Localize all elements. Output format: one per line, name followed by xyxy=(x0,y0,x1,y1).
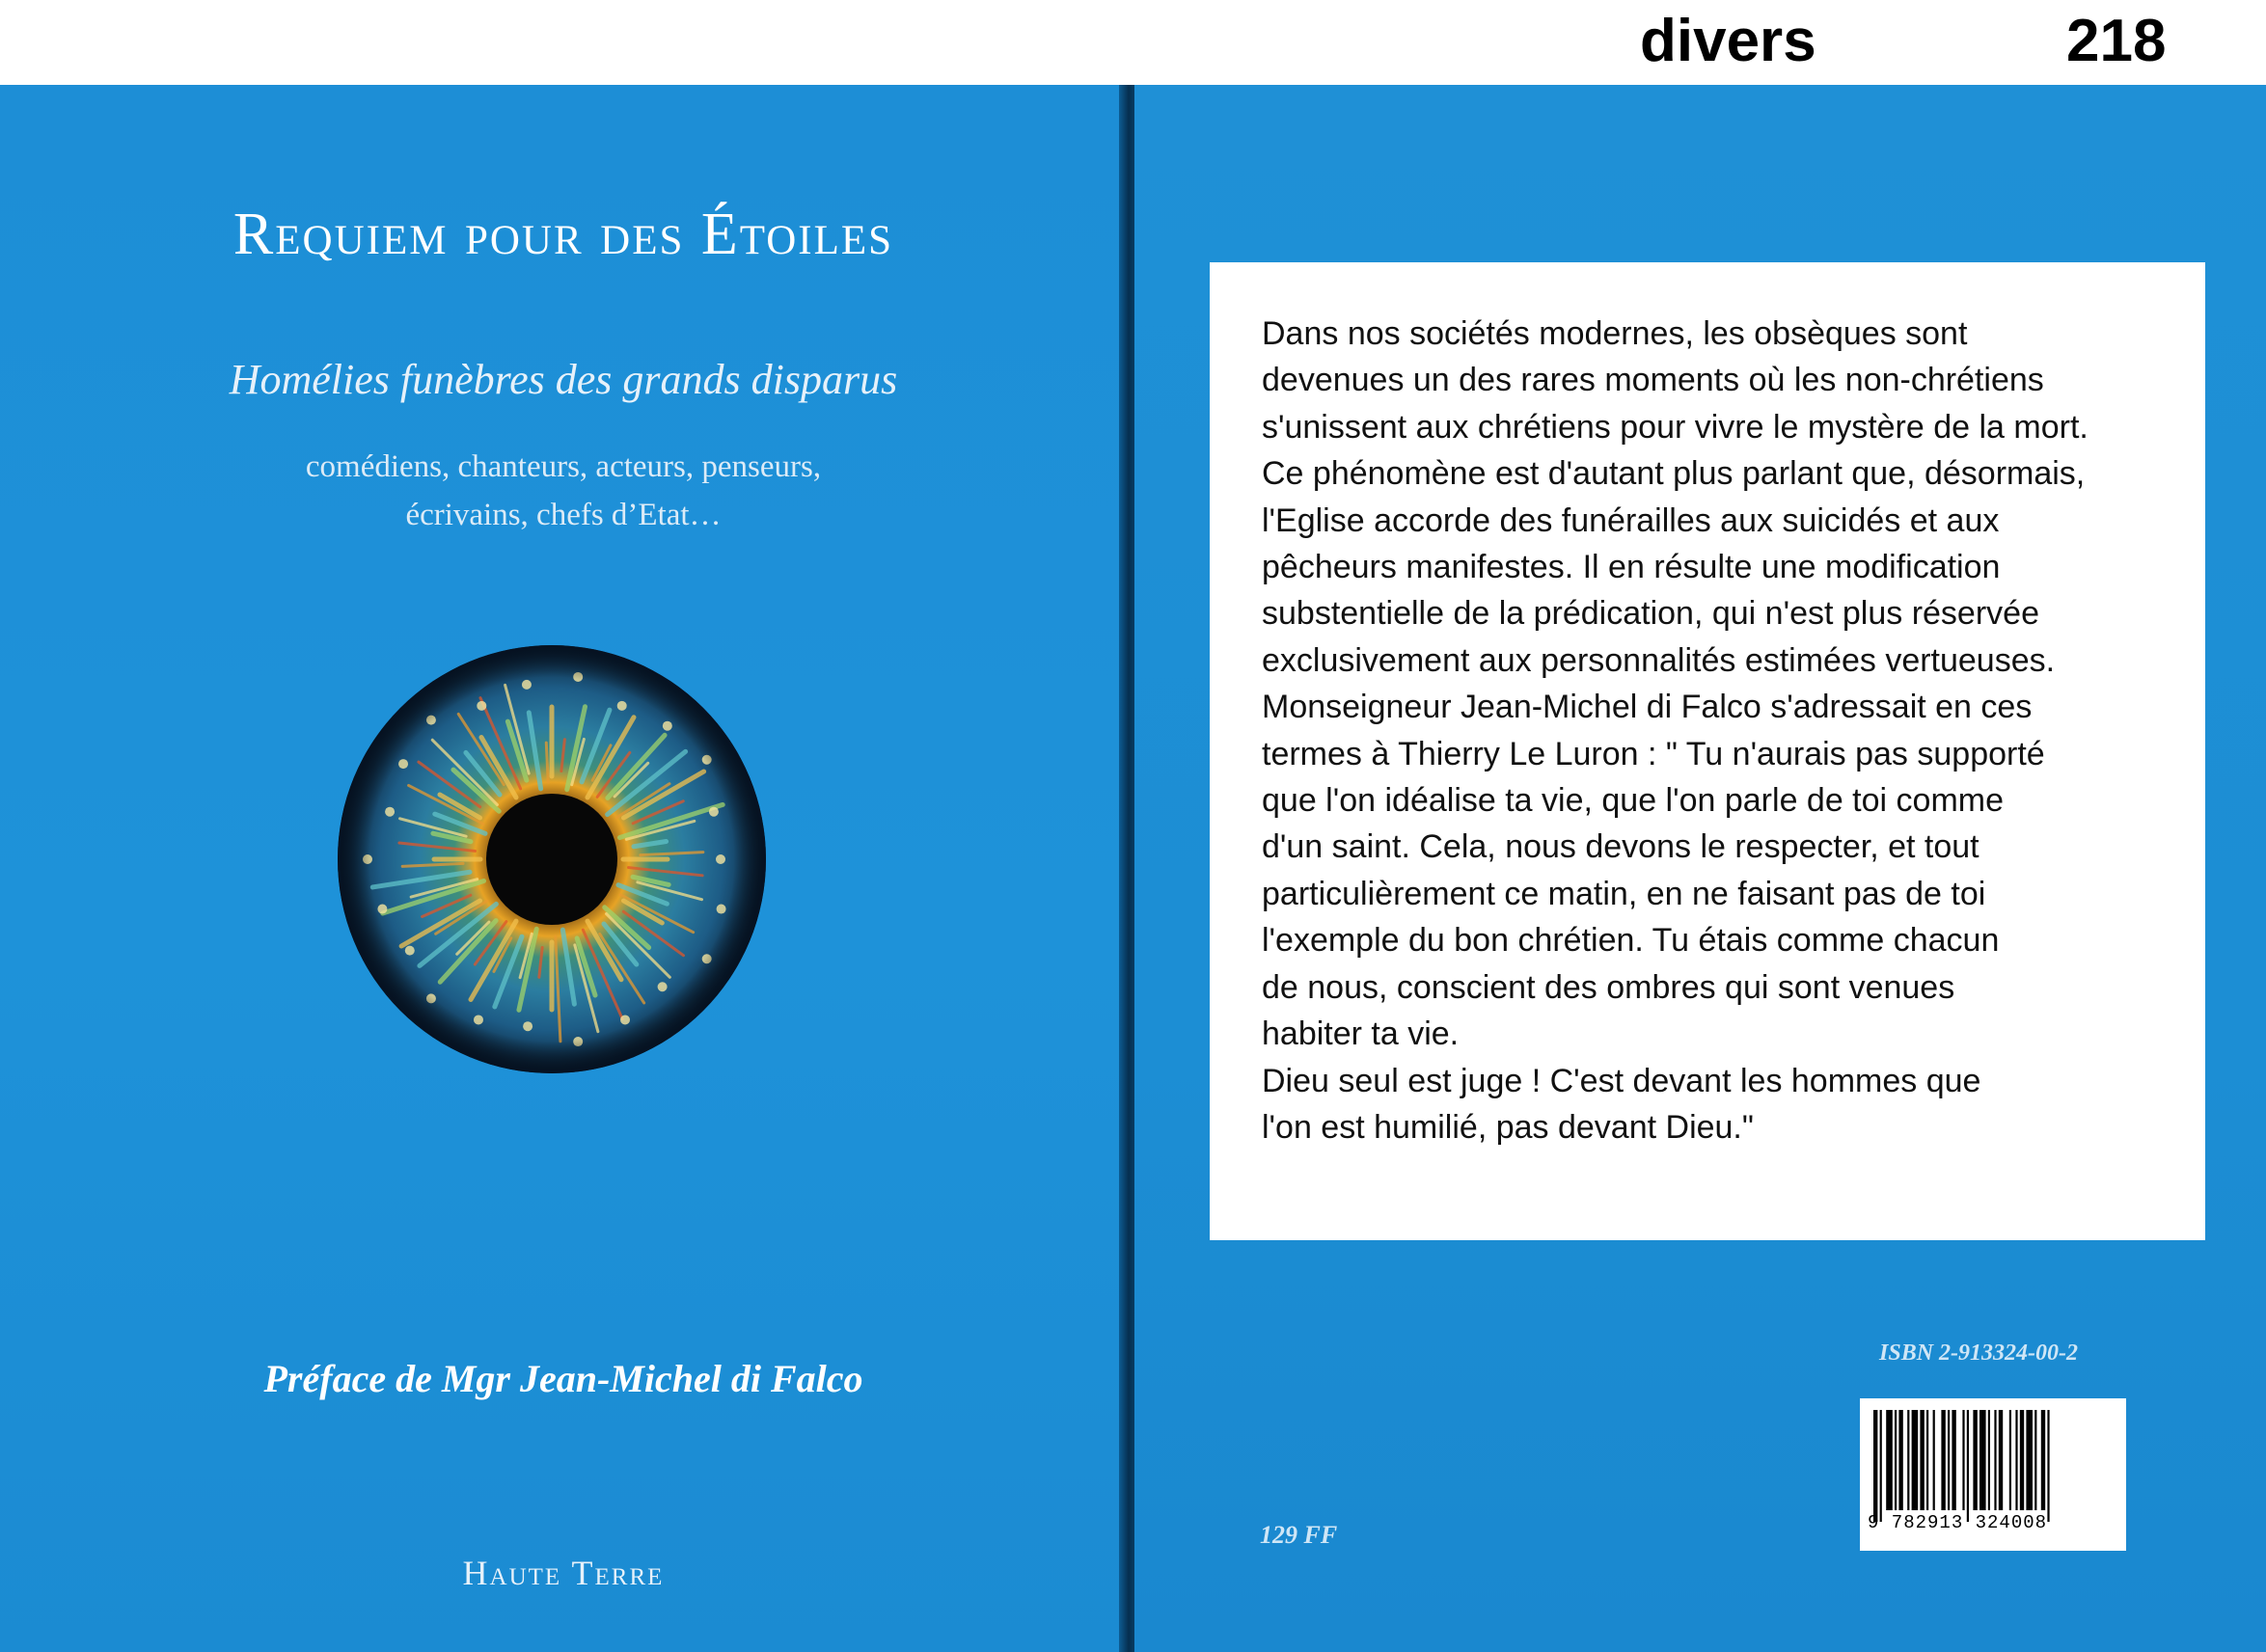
barcode-bar xyxy=(1895,1410,1897,1510)
barcode-bar xyxy=(1952,1410,1955,1510)
book-subtitle: Homélies funèbres des grands disparus xyxy=(229,356,898,403)
blurb-line: l'exemple du bon chrétien. Tu étais comme chacun xyxy=(1262,922,2000,960)
barcode-bar xyxy=(1999,1410,2003,1510)
barcode-bar xyxy=(1886,1410,1893,1510)
blurb-line: de nous, conscient des ombres qui sont venues xyxy=(1262,968,1955,1006)
barcode-bar xyxy=(2009,1410,2011,1510)
barcode-bar xyxy=(1948,1410,1950,1510)
preface-credit: Préface de Mgr Jean-Michel di Falco xyxy=(263,1357,863,1400)
barcode-bar xyxy=(1873,1410,1877,1522)
barcode-bar xyxy=(2041,1410,2045,1510)
blurb-line: Dieu seul est juge ! C'est devant les hommes que xyxy=(1262,1062,1981,1099)
barcode-bar xyxy=(2047,1410,2049,1522)
barcode xyxy=(1860,1398,2126,1551)
front-cover xyxy=(0,85,1127,1652)
barcode-bar xyxy=(1988,1410,1990,1510)
blurb-line: Ce phénomène est d'autant plus parlant que, désormais, xyxy=(1262,455,2086,493)
price-label: 129 FF xyxy=(1260,1521,1338,1549)
blurb-line: exclusivement aux personnalités estimées vertueuses. xyxy=(1262,641,2056,679)
tagline-line-1: comédiens, chanteurs, acteurs, penseurs, xyxy=(305,449,822,484)
blurb-line: d'un saint. Cela, nous devons le respecter, et tout xyxy=(1262,828,1979,866)
blurb-line: s'unissent aux chrétiens pour vivre le mystère de la mort. xyxy=(1262,408,2089,446)
barcode-bar xyxy=(1898,1410,1902,1510)
barcode-bar xyxy=(2015,1410,2017,1510)
blurb-line: particulièrement ce matin, en ne faisant pas de toi xyxy=(1262,875,1986,912)
barcode-bar xyxy=(1907,1410,1909,1510)
isbn-text: ISBN 2-913324-00-2 xyxy=(1879,1341,2079,1366)
barcode-bar xyxy=(1912,1410,1919,1510)
barcode-bar xyxy=(1962,1410,1964,1510)
barcode-bar xyxy=(1973,1410,1977,1510)
blurb-line: que l'on idéalise ta vie, que l'on parle de toi comme xyxy=(1262,782,2005,820)
blurb-panel xyxy=(1210,262,2205,1240)
blurb-line: habiter ta vie. xyxy=(1262,1016,1460,1053)
barcode-bar xyxy=(1979,1410,1986,1510)
blurb-line: Monseigneur Jean-Michel di Falco s'adressait en ces xyxy=(1262,689,2033,726)
blurb-line: substentielle de la prédication, qui n'est plus réservée xyxy=(1262,595,2039,633)
blurb-line: Dans nos sociétés modernes, les obsèques sont xyxy=(1262,315,1968,352)
book-title: Requiem pour des Étoiles xyxy=(232,202,894,267)
barcode-bar xyxy=(2026,1410,2033,1510)
barcode-bar xyxy=(1920,1410,1924,1510)
iris-illustration xyxy=(0,85,1127,1652)
blurb-text xyxy=(1262,311,2188,1151)
barcode-bar xyxy=(1926,1410,1928,1510)
blurb-line: l'on est humilié, pas devant Dieu." xyxy=(1262,1108,1754,1146)
barcode-bar xyxy=(1880,1410,1882,1522)
header-category: divers xyxy=(1640,8,1816,74)
tagline-line-2: écrivains, chefs d’Etat… xyxy=(405,498,722,532)
barcode-digits: 9 782913 324008 xyxy=(1868,1512,2048,1533)
barcode-bar xyxy=(2020,1410,2024,1510)
blurb-line: l'Eglise accorde des funérailles aux suicidés et aux xyxy=(1262,501,2000,539)
barcode-bar xyxy=(1994,1410,1996,1510)
barcode-bar xyxy=(1967,1410,1969,1522)
publisher-name: Haute Terre xyxy=(462,1554,665,1592)
barcode-bar xyxy=(2034,1410,2036,1510)
barcode-bar xyxy=(1933,1410,1935,1510)
blurb-line: termes à Thierry Le Luron : " Tu n'aurais pas supporté xyxy=(1262,735,2045,772)
blurb-line: devenues un des rares moments où les non-chrétiens xyxy=(1262,362,2044,399)
barcode-bar xyxy=(1941,1410,1945,1510)
blurb-line: pêcheurs manifestes. Il en résulte une modification xyxy=(1262,549,2001,586)
header-number: 218 xyxy=(2066,8,2167,74)
